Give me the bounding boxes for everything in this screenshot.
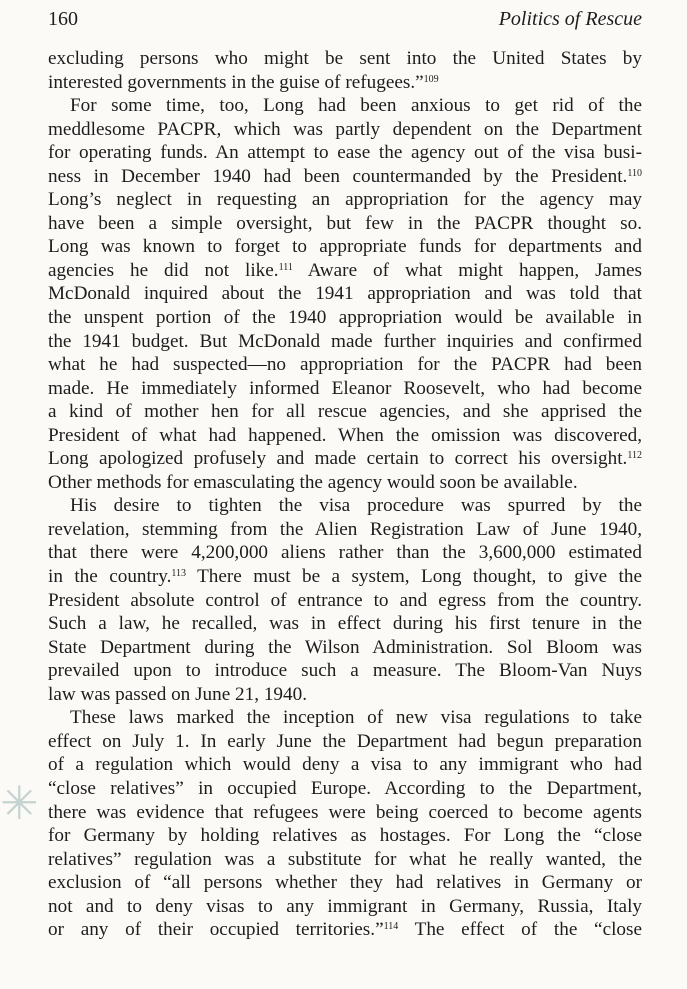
line-text: ness in December 1940 had been countermanded by the President. [48, 165, 628, 187]
line-text: exclusion of “all persons whether they had relatives in Germany or [48, 872, 642, 894]
text-line [48, 188, 642, 212]
footnote-marker: 113 [171, 568, 187, 580]
text-line [48, 282, 642, 306]
running-title: Politics of Rescue [498, 8, 642, 30]
text-line [48, 71, 642, 95]
text-line [48, 518, 642, 542]
line-text: that there were 4,200,000 aliens rather than the 3,600,000 estimated [48, 542, 642, 564]
footnote-marker: 110 [627, 167, 642, 179]
line-text: there was evidence that refugees were being coerced to become agents [48, 801, 642, 823]
text-line [48, 235, 642, 259]
line-text: the 1941 budget. But McDonald made further inquiries and confirmed [48, 330, 642, 352]
footnote-marker: 112 [627, 450, 642, 462]
text-line [48, 165, 642, 189]
page-header [48, 8, 642, 31]
line-text: made. He immediately informed Eleanor Roosevelt, who had become [48, 377, 642, 399]
footnote-marker: 114 [383, 921, 399, 933]
text-line [48, 94, 642, 118]
body-text [48, 47, 642, 942]
line-text: relatives” regulation was a substitute for what he really wanted, the [48, 848, 642, 870]
line-text: the unspent portion of the 1940 appropriation would be available in [48, 307, 642, 329]
line-text: for operating funds. An attempt to ease the agency out of the visa busi- [48, 142, 642, 164]
line-text: State Department during the Wilson Administration. Sol Bloom was [48, 636, 642, 658]
text-line [48, 612, 642, 636]
text-line [48, 706, 642, 730]
line-text: or any of their occupied territories.” [48, 919, 384, 941]
text-line [48, 424, 642, 448]
text-line [48, 471, 642, 495]
text-line [48, 212, 642, 236]
text-line [48, 659, 642, 683]
text-line [48, 400, 642, 424]
text-line [48, 47, 642, 71]
text-line [48, 447, 642, 471]
line-text: what he had suspected—no appropriation for the PACPR had been [48, 354, 642, 376]
text-line [48, 541, 642, 565]
text-line [48, 895, 642, 919]
line-text: President absolute control of entrance to and egress from the country. [48, 589, 642, 611]
text-line [48, 118, 642, 142]
asterisk-mark-icon: ✳ [0, 776, 39, 830]
text-line [48, 777, 642, 801]
text-line [48, 801, 642, 825]
line-text: Other methods for emasculating the agency would soon be available. [48, 471, 578, 493]
line-text: of a regulation which would deny a visa to any immigrant who had [48, 754, 642, 776]
line-text: “close relatives” in occupied Europe. According to the Department, [48, 777, 642, 799]
line-text: His desire to tighten the visa procedure was spurred by the [70, 495, 642, 517]
line-text: For some time, too, Long had been anxious to get rid of the [70, 95, 642, 117]
line-text: interested governments in the guise of refugees.” [48, 71, 424, 93]
footnote-marker: 111 [278, 261, 293, 273]
line-text: have been a simple oversight, but few in the PACPR thought so. [48, 212, 642, 234]
line-text: excluding persons who might be sent into the United States by [48, 48, 642, 69]
text-line [48, 848, 642, 872]
line-text: in the country. [48, 566, 172, 588]
line-text-continuation: Aware of what might happen, James [292, 259, 642, 281]
text-line [48, 753, 642, 777]
line-text-continuation: There must be a system, Long thought, to give the [186, 566, 642, 588]
line-text: not and to deny visas to any immigrant in Germany, Russia, Italy [48, 895, 642, 917]
text-line [48, 330, 642, 354]
line-text: agencies he did not like. [48, 259, 279, 281]
text-line [48, 141, 642, 165]
line-text: McDonald inquired about the 1941 appropriation and was told that [48, 283, 642, 305]
line-text: revelation, stemming from the Alien Registration Law of June 1940, [48, 518, 642, 540]
line-text: effect on July 1. In early June the Department had begun preparation [48, 730, 642, 752]
text-line [48, 636, 642, 660]
text-line [48, 494, 642, 518]
line-text: meddlesome PACPR, which was partly dependent on the Department [48, 118, 642, 140]
text-line [48, 565, 642, 589]
line-text: prevailed upon to introduce such a measure. The Bloom-Van Nuys [48, 660, 642, 682]
text-line [48, 918, 642, 942]
footnote-marker: 109 [423, 73, 439, 85]
line-text-continuation: The effect of the “close [398, 919, 642, 941]
line-text: a kind of mother hen for all rescue agencies, and she apprised the [48, 401, 642, 423]
text-line [48, 353, 642, 377]
text-line [48, 824, 642, 848]
text-line [48, 871, 642, 895]
line-text: for Germany by holding relatives as hostages. For Long the “close [48, 825, 642, 847]
line-text: These laws marked the inception of new visa regulations to take [70, 707, 642, 729]
line-text: Long apologized profusely and made certain to correct his oversight. [48, 448, 628, 470]
text-line [48, 377, 642, 401]
line-text: Such a law, he recalled, was in effect during his first tenure in the [48, 613, 642, 635]
line-text: Long was known to forget to appropriate funds for departments and [48, 236, 642, 258]
page-number: 160 [48, 8, 78, 30]
text-line [48, 683, 642, 707]
line-text: President of what had happened. When the omission was discovered, [48, 424, 642, 446]
text-line [48, 306, 642, 330]
text-line [48, 589, 642, 613]
text-line [48, 730, 642, 754]
line-text: Long’s neglect in requesting an appropriation for the agency may [48, 189, 642, 211]
line-text: law was passed on June 21, 1940. [48, 683, 307, 705]
text-line [48, 259, 642, 283]
